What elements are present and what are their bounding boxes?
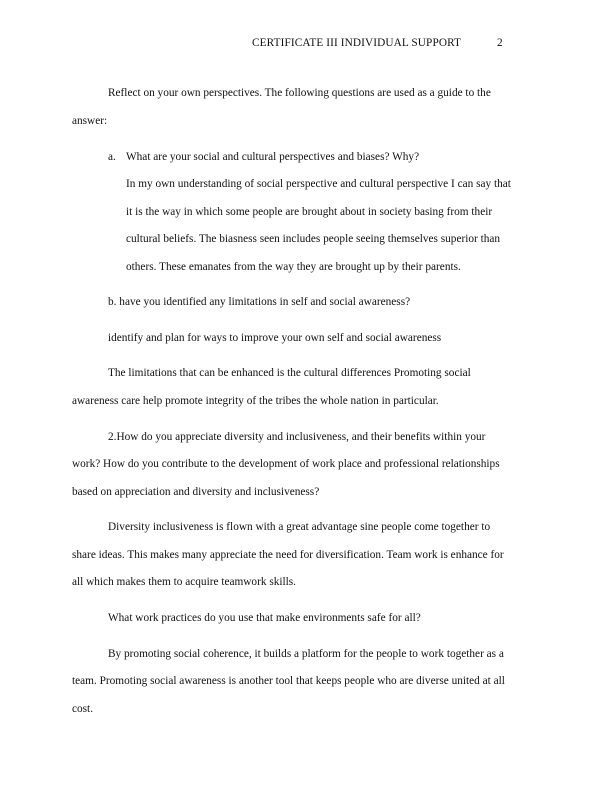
question-a: What are your social and cultural perspectives and biases? Why? — [126, 151, 420, 163]
question-3: What work practices do you use that make environments safe for all? — [108, 612, 421, 624]
intro-line-2: answer: — [72, 115, 108, 127]
answer-a-line-1: In my own understanding of social perspective and cultural perspective I can say that — [126, 178, 511, 190]
question-2-line-3: based on appreciation and diversity and inclusiveness? — [72, 486, 320, 498]
answer-2-line-2: share ideas. This makes many appreciate the need for diversification. Team work is enhance for — [72, 549, 504, 561]
question-b-followup: identify and plan for ways to improve your own self and social awareness — [108, 332, 442, 344]
answer-b-line-2: awareness care help promote integrity of the tribes the whole nation in particular. — [72, 395, 439, 407]
answer-3-line-2: team. Promoting social awareness is another tool that keeps people who are diverse united at all — [72, 675, 505, 687]
answer-3-line-1: By promoting social coherence, it builds a platform for the people to work together as a — [108, 648, 504, 660]
answer-2-line-1: Diversity inclusiveness is flown with a great advantage sine people come together to — [108, 521, 491, 533]
answer-a-line-4: others. These emanates from the way they are brought up by their parents. — [126, 261, 461, 273]
running-header-title: CERTIFICATE III INDIVIDUAL SUPPORT — [252, 37, 462, 49]
question-b: b. have you identified any limitations in self and social awareness? — [108, 296, 411, 308]
list-marker-a: a. — [108, 151, 116, 163]
page-number: 2 — [497, 37, 503, 49]
answer-2-line-3: all which makes them to acquire teamwork skills. — [72, 576, 296, 588]
answer-3-line-3: cost. — [72, 703, 94, 715]
answer-b-line-1: The limitations that can be enhanced is the cultural differences Promoting social — [108, 367, 471, 379]
answer-a-line-2: it is the way in which some people are brought about in society basing from their — [126, 206, 493, 218]
question-2-line-1: 2.How do you appreciate diversity and inclusiveness, and their benefits within your — [108, 431, 486, 443]
answer-a-line-3: cultural beliefs. The biasness seen includes people seeing themselves superior than — [126, 233, 501, 245]
question-2-line-2: work? How do you contribute to the development of work place and professional relationships — [72, 458, 500, 470]
intro-line-1: Reflect on your own perspectives. The following questions are used as a guide to the — [108, 87, 491, 99]
